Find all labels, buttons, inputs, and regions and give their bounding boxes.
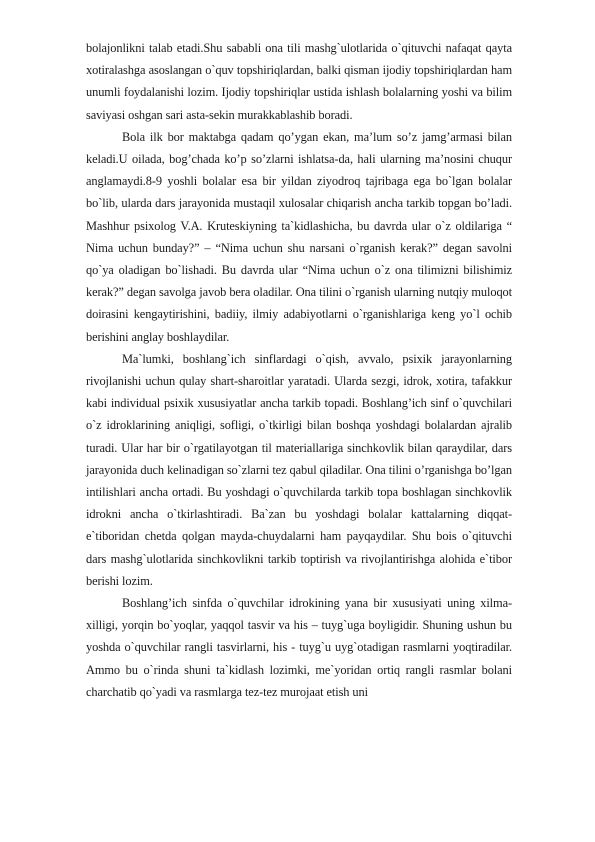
- document-body: [86, 37, 512, 703]
- paragraph: Ma`lumki, boshlang`ich sinflardagi o`qish, avvalo, psixik jarayonlarning rivojlanishi uchun qulay shart-sharoitlar yaratadi. Ularda sezgi, idrok, xotira, tafakkur kabi individual psixik xususiyatlar ancha tarkib topadi. Boshlang’ich sinf o`quvchilari o`z idroklarining aniqligi, sofligi, o`tkirligi bilan boshqa yoshdagi bolalardan ajralib turadi. Ular har bir o`rgatilayotgan til materiallariga sinchkovlik bilan qaraydilar, dars jarayonida duch kelinadigan so`zlarni tez qabul qiladilar. Ona tilini o’rganishga bo’lgan intilishlari ancha ortadi. Bu yoshdagi o`quvchilarda tarkib topa boshlagan sinchkovlik idrokni ancha o`tkirlashtiradi. Ba`zan bu yoshdagi bolalar kattalarning diqqat-e`tiboridan chetda qolgan mayda-chuydalarni ham payqaydilar. Shu bois o`qituvchi dars mashg`ulotlarida sinchkovlikni tarkib toptirish va rivojlantirishga alohida e`tibor berishi lozim.: [86, 351, 512, 588]
- paragraph-continuation: bolajonlikni talab etadi.Shu sababli ona tili mashg`ulotlarida o`qituvchi nafaqat qayta xotiralashga asoslangan o`quv topshiriqlardan, balki qisman ijodiy topshiriqlardan ham unumli foydalanishi lozim. Ijodiy topshiriqlar ustida ishlash bolalarning yoshi va bilim saviyasi oshgan sari asta-sekin murakkablashib boradi.: [86, 41, 512, 122]
- paragraph: Bola ilk bor maktabga qadam qo’ygan ekan, ma’lum so’z jamg’armasi bilan keladi.U oilada, bog’chada ko’p so’zlarni ishlatsa-da, hali ularning ma’nosini chuqur anglamaydi.8-9 yoshli bolalar esa bir yildan ziyodroq tajribaga ega bo`lgan bolalar bo`lib, ularda dars jarayonida mustaqil xulosalar chiqarish ancha tarkib topgan bo’ladi. Mashhur psixolog V.A. Kruteskiyning ta`kidlashicha, bu davrda ular o`z oldilariga “ Nima uchun bunday?” – “Nima uchun shu narsani o`rganish kerak?” degan savolni qo`ya oladigan bo`lishadi. Bu davrda ular “Nima uchun o`z ona tilimizni bilishimiz kerak?” degan savolga javob bera oladilar. Ona tilini o`rganish ularning nutqiy muloqot doirasini kengaytirishini, badiiy, ilmiy adabiyotlarni o`rganishlariga keng yo`l ochib berishini anglay boshlaydilar.: [86, 129, 512, 344]
- paragraph: Boshlang’ich sinfda o`quvchilar idrokining yana bir xususiyati uning xilma-xilligi, yorqin bo`yoqlar, yaqqol tasvir va his – tuyg`uga boyligidir. Shuning ushun bu yoshda o`quvchilar rangli tasvirlarni, his - tuyg`u uyg`otadigan rasmlarni yoqtiradilar. Ammo bu o`rinda shuni ta`kidlash lozimki, me`yoridan ortiq rangli rasmlar bolani charchatib qo`yadi va rasmlarga tez-tez murojaat etish uni: [86, 596, 512, 699]
